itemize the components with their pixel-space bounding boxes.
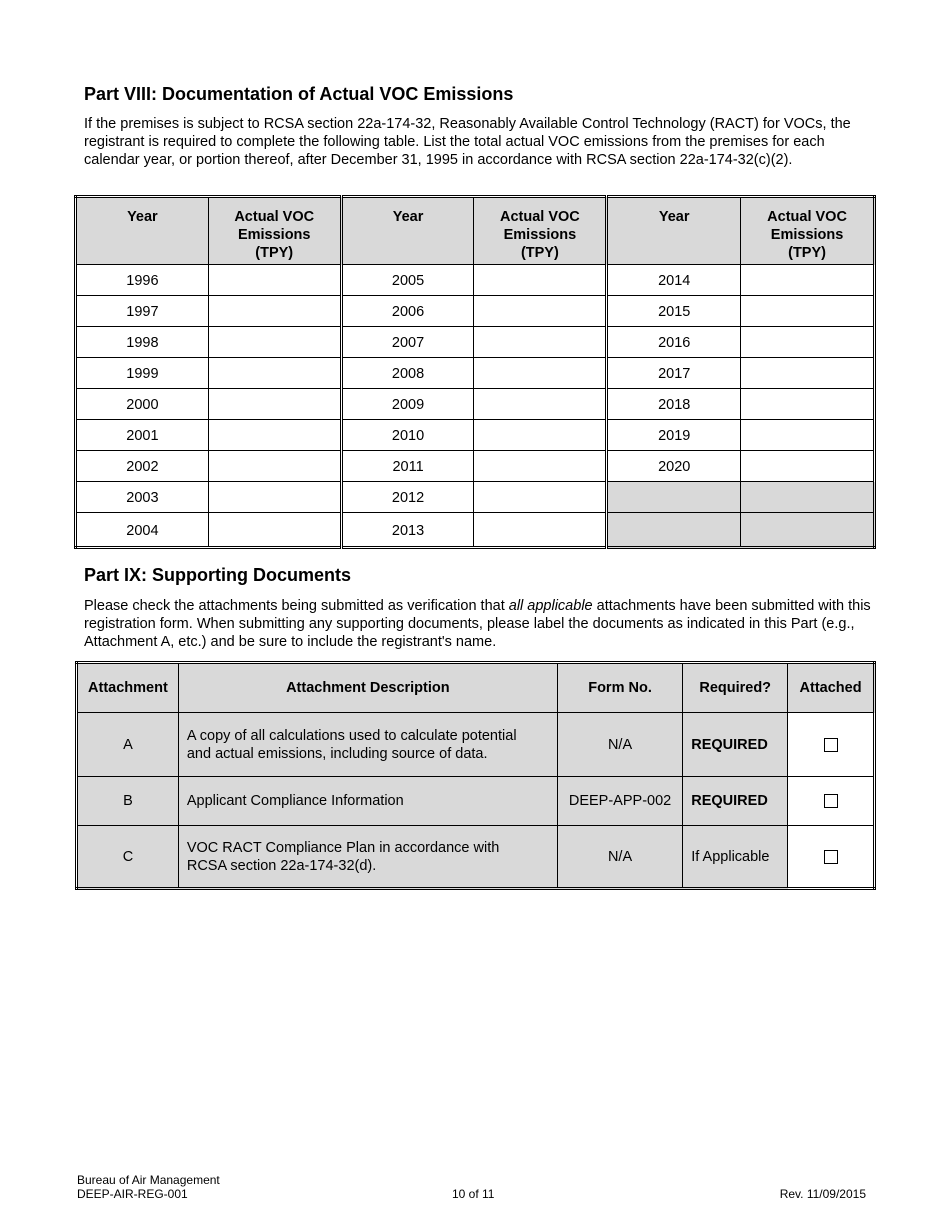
part9-intro: Please check the attachments being submitted as verification that all applicable attachments have been submitted with this registration form. When submitting any supporting documents, please label the documents as indicated in this Part (e.g., Attachment A, etc.) and be sure to include the registrant's name. (84, 598, 871, 650)
emissions-input-cell[interactable] (208, 389, 341, 420)
required-status: REQUIRED (683, 777, 788, 826)
emissions-input-cell[interactable] (208, 327, 341, 358)
unused-cell (741, 482, 875, 513)
emissions-input-cell[interactable] (474, 482, 607, 513)
year-cell: 1999 (76, 358, 209, 389)
table-row (77, 713, 875, 777)
table-row (77, 777, 875, 826)
emissions-input-cell[interactable] (474, 327, 607, 358)
year-cell: 2020 (607, 451, 741, 482)
year-cell: 2006 (341, 296, 474, 327)
emissions-input-cell[interactable] (208, 420, 341, 451)
attachment-letter: B (77, 777, 179, 826)
table-row (76, 420, 875, 451)
attachment-letter: A (77, 713, 179, 777)
emissions-input-cell[interactable] (474, 420, 607, 451)
year-cell: 2002 (76, 451, 209, 482)
year-cell: 2008 (341, 358, 474, 389)
form-no-header: Form No. (557, 663, 682, 713)
table-row (76, 358, 875, 389)
year-header: Year (341, 197, 474, 265)
emissions-input-cell[interactable] (474, 389, 607, 420)
part8-title: Part VIII: Documentation of Actual VOC Emissions (84, 84, 514, 104)
emissions-input-cell[interactable] (741, 451, 875, 482)
voc-emissions-table (74, 195, 876, 549)
year-cell: 1997 (76, 296, 209, 327)
required-status: If Applicable (683, 826, 788, 889)
voc-header-row (76, 197, 875, 265)
attachment-letter: C (77, 826, 179, 889)
part9-title: Part IX: Supporting Documents (84, 565, 352, 585)
year-cell: 2009 (341, 389, 474, 420)
year-cell: 2000 (76, 389, 209, 420)
year-cell: 2007 (341, 327, 474, 358)
emissions-input-cell[interactable] (208, 296, 341, 327)
attachment-description: A copy of all calculations used to calculate potential and actual emissions, including source of data. (178, 713, 557, 777)
attached-header: Attached (788, 663, 875, 713)
emissions-header: Actual VOC Emissions (TPY) (208, 197, 341, 265)
attached-checkbox[interactable] (824, 794, 838, 808)
attachments-table (75, 661, 876, 890)
table-row (76, 327, 875, 358)
year-cell: 2016 (607, 327, 741, 358)
year-cell: 2018 (607, 389, 741, 420)
emissions-input-cell[interactable] (741, 389, 875, 420)
emissions-input-cell[interactable] (208, 451, 341, 482)
emissions-input-cell[interactable] (474, 358, 607, 389)
emissions-input-cell[interactable] (208, 265, 341, 296)
form-number: N/A (557, 713, 682, 777)
emissions-input-cell[interactable] (208, 358, 341, 389)
table-row (76, 296, 875, 327)
form-number: DEEP-APP-002 (557, 777, 682, 826)
year-cell: 2011 (341, 451, 474, 482)
footer-page-number: 10 of 11 (452, 1187, 495, 1201)
emissions-input-cell[interactable] (474, 513, 607, 548)
emissions-input-cell[interactable] (474, 451, 607, 482)
form-number: N/A (557, 826, 682, 889)
attachment-description: Applicant Compliance Information (178, 777, 557, 826)
year-cell: 1998 (76, 327, 209, 358)
attachment-description: VOC RACT Compliance Plan in accordance with RCSA section 22a-174-32(d). (178, 826, 557, 889)
attachment-header: Attachment (77, 663, 179, 713)
year-cell: 2019 (607, 420, 741, 451)
attached-cell (788, 826, 875, 889)
unused-cell (607, 513, 741, 548)
table-row (76, 513, 875, 548)
emissions-header: Actual VOC Emissions (TPY) (474, 197, 607, 265)
attached-checkbox[interactable] (824, 850, 838, 864)
emissions-input-cell[interactable] (208, 482, 341, 513)
year-cell: 2010 (341, 420, 474, 451)
year-cell: 2004 (76, 513, 209, 548)
footer-bureau: Bureau of Air Management (77, 1173, 220, 1187)
emissions-input-cell[interactable] (208, 513, 341, 548)
emissions-header: Actual VOC Emissions (TPY) (741, 197, 875, 265)
required-status: REQUIRED (683, 713, 788, 777)
table-row (76, 389, 875, 420)
year-cell: 2005 (341, 265, 474, 296)
attachments-header-row (77, 663, 875, 713)
description-header: Attachment Description (178, 663, 557, 713)
year-header: Year (607, 197, 741, 265)
year-cell: 2012 (341, 482, 474, 513)
footer-revision: Rev. 11/09/2015 (779, 1187, 866, 1201)
year-cell: 2015 (607, 296, 741, 327)
table-row (77, 826, 875, 889)
emissions-input-cell[interactable] (741, 327, 875, 358)
attached-checkbox[interactable] (824, 738, 838, 752)
unused-cell (741, 513, 875, 548)
footer-form-id: DEEP-AIR-REG-001 (77, 1187, 188, 1201)
unused-cell (607, 482, 741, 513)
year-cell: 1996 (76, 265, 209, 296)
table-row (76, 451, 875, 482)
year-cell: 2013 (341, 513, 474, 548)
required-header: Required? (683, 663, 788, 713)
emissions-input-cell[interactable] (474, 265, 607, 296)
year-header: Year (76, 197, 209, 265)
year-cell: 2001 (76, 420, 209, 451)
attached-cell (788, 713, 875, 777)
emissions-input-cell[interactable] (474, 296, 607, 327)
emissions-input-cell[interactable] (741, 296, 875, 327)
attached-cell (788, 777, 875, 826)
emissions-input-cell[interactable] (741, 358, 875, 389)
part8-intro: If the premises is subject to RCSA section 22a-174-32, Reasonably Available Control Technology (RACT) for VOCs, the registrant is required to complete the following table. List the total actual VOC emissions from the premises for each calendar year, or portion thereof, after December 31, 1995 in accordance with RCSA section 22a-174-32(c)(2). (84, 116, 851, 168)
emissions-input-cell[interactable] (741, 265, 875, 296)
table-row (76, 265, 875, 296)
table-row (76, 482, 875, 513)
year-cell: 2017 (607, 358, 741, 389)
emissions-input-cell[interactable] (741, 420, 875, 451)
year-cell: 2014 (607, 265, 741, 296)
year-cell: 2003 (76, 482, 209, 513)
